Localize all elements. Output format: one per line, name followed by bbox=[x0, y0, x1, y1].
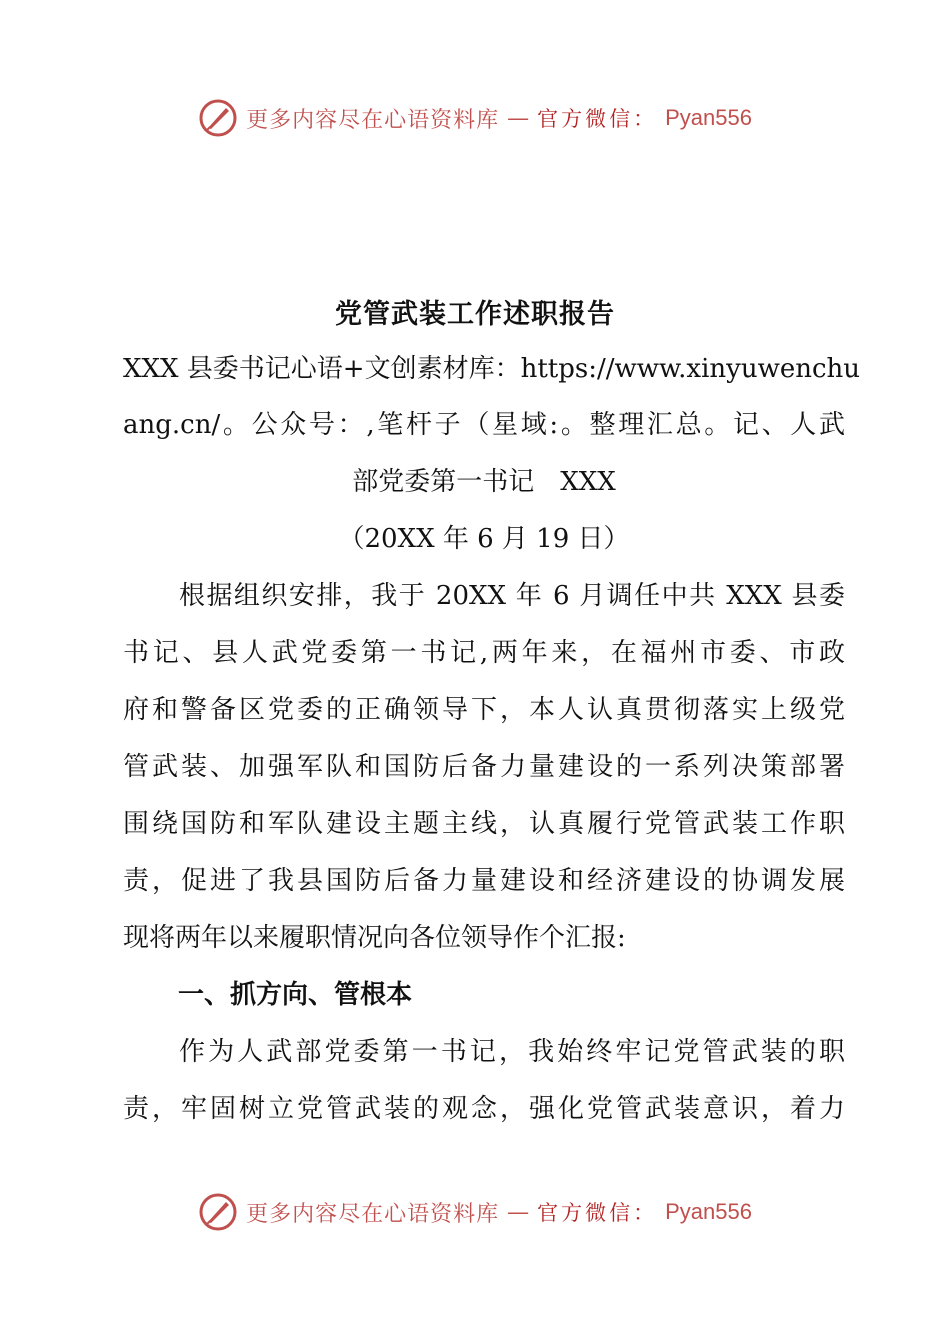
author-line: 部党委第一书记 XXX bbox=[352, 467, 616, 497]
banner-dash: — bbox=[507, 105, 530, 131]
paragraph-line: 责，促进了我县国防后备力量建设和经济建设的协调发展 bbox=[123, 866, 845, 896]
header-banner bbox=[0, 94, 950, 142]
paragraph-line: 府和警备区党委的正确领导下，本人认真贯彻落实上级党 bbox=[123, 695, 845, 725]
paragraph-line: 责，牢固树立党管武装的观念，强化党管武装意识，着力 bbox=[123, 1094, 845, 1124]
paragraph-line: 围绕国防和军队建设主题主线，认真履行党管武装工作职 bbox=[123, 809, 845, 839]
banner-slogan: 更多内容尽在心语资料库 bbox=[246, 1201, 500, 1227]
section-heading: 一、抓方向、管根本 bbox=[178, 980, 413, 1010]
date-line: （20XX 年 6 月 19 日） bbox=[338, 524, 630, 554]
paragraph-line: 书记、县人武党委第一书记,两年来，在福州市委、市政 bbox=[123, 638, 845, 668]
banner-dash: — bbox=[507, 1199, 530, 1225]
footer-banner bbox=[0, 1188, 950, 1236]
banner-wechat-id: Pyan556 bbox=[665, 105, 752, 130]
banner-wechat-id: Pyan556 bbox=[665, 1199, 752, 1224]
document-title: 党管武装工作述职报告 bbox=[335, 299, 615, 330]
paragraph-line: 现将两年以来履职情况向各位领导作个汇报: bbox=[123, 923, 626, 953]
banner-wechat-label: 官方微信： bbox=[537, 1201, 658, 1225]
paragraph-line: 管武装、加强军队和国防后备力量建设的一系列决策部署 bbox=[123, 752, 845, 782]
banner-wechat-label: 官方微信： bbox=[537, 107, 658, 131]
quill-logo-icon bbox=[198, 1192, 238, 1232]
body-line: XXX 县委书记心语+文创素材库：https://www.xinyuwenchu bbox=[123, 354, 861, 384]
paragraph-line: 作为人武部党委第一书记，我始终牢记党管武装的职 bbox=[179, 1037, 845, 1067]
quill-logo-icon bbox=[198, 98, 238, 138]
paragraph-line: 根据组织安排，我于 20XX 年 6 月调任中共 XXX 县委 bbox=[179, 581, 845, 611]
body-line: ang.cn/。公众号：,笔杆子（星域:。整理汇总。记、人武 bbox=[123, 410, 845, 440]
banner-slogan: 更多内容尽在心语资料库 bbox=[246, 107, 500, 133]
